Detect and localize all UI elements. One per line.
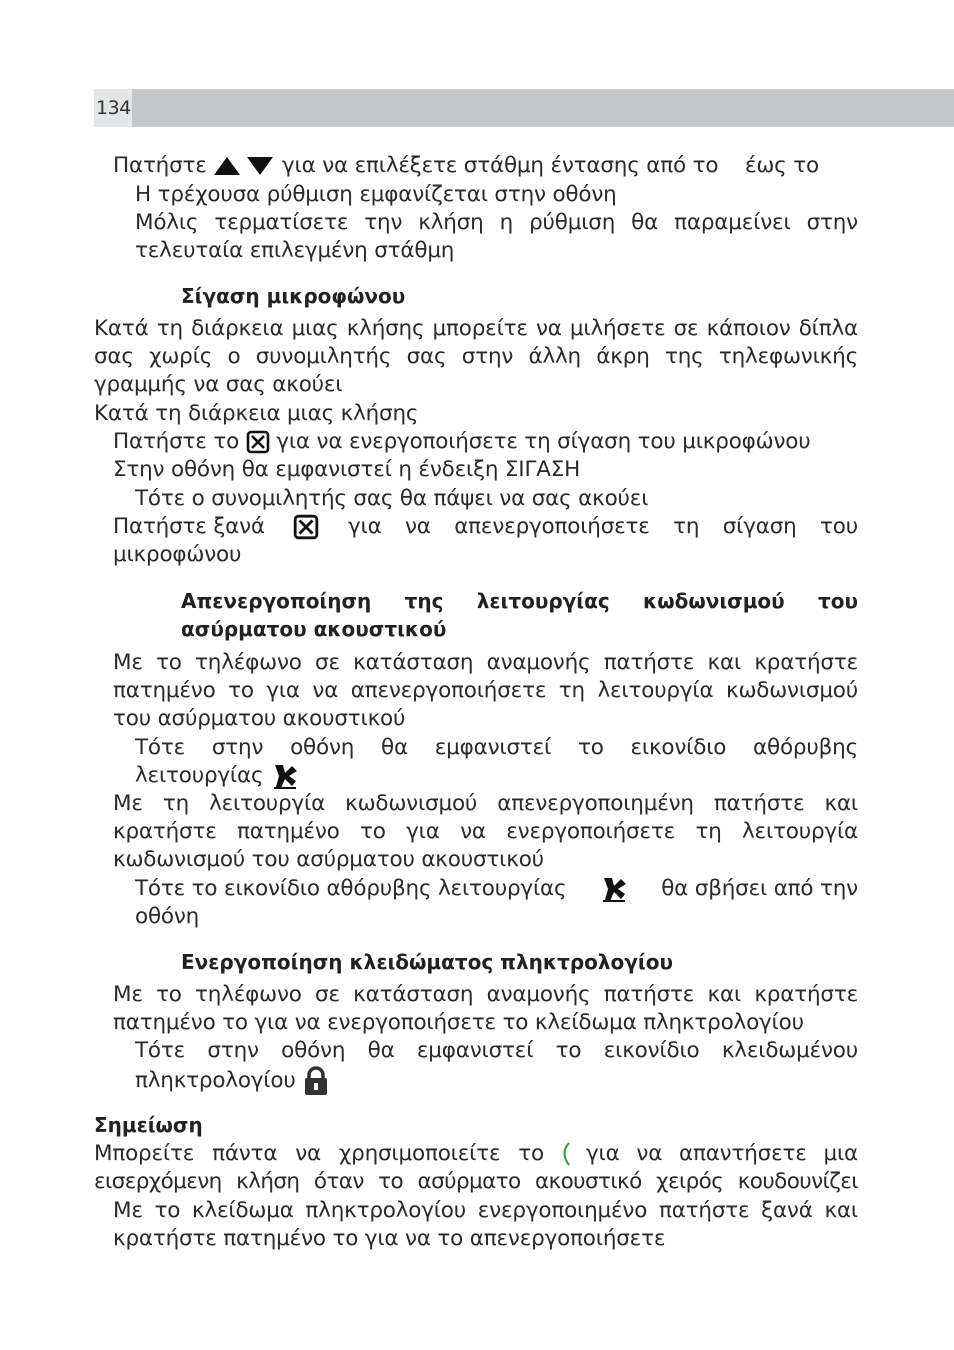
mute-step-1-b: για να ενεργοποιήσετε τη σίγαση του μικροφώνου	[276, 429, 811, 454]
mute-step-4-a: Πατήστε ξανά	[113, 514, 265, 539]
ringer-a-line-3: του ασύρματου ακουστικού	[113, 706, 406, 731]
volume-line-1	[113, 152, 819, 180]
page-number: 134	[96, 97, 131, 119]
silent-mode-icon	[599, 875, 629, 903]
volume-line-3: Μόλις τερματίσετε την κλήση η ρύθμιση θα παραμείνει στην	[135, 210, 858, 235]
ringer-b-line-4-b: θα σβήσει από την	[661, 876, 858, 901]
mute-step-1	[113, 428, 810, 456]
keylock-line-1: Με το τηλέφωνο σε κατάσταση αναμονής πατήστε και κρατήστε	[113, 982, 858, 1007]
note-line-1-b: για να απαντήσετε μια	[586, 1141, 858, 1166]
ringer-a-line-2: πατημένο το για να απενεργοποιήσετε τη λειτουργία κωδωνισμού	[113, 678, 858, 703]
keylock-line-2: πατημένο το για να ενεργοποιήσετε το κλείδωμα πληκτρολογίου	[113, 1010, 804, 1035]
mute-para-1: Κατά τη διάρκεια μιας κλήσης μπορείτε να μιλήσετε σε κάποιον δίπλα	[94, 316, 858, 341]
ringer-a-line-1: Με το τηλέφωνο σε κατάσταση αναμονής πατήστε και κρατήστε	[113, 650, 858, 675]
note-line-4: κρατήστε πατημένο το για να το απενεργοποιήσετε	[113, 1226, 666, 1251]
volume-text-c: έως το	[744, 153, 819, 178]
mute-key-icon	[246, 430, 270, 454]
ringer-a-line-5	[135, 762, 300, 790]
mute-para-4: Κατά τη διάρκεια μιας κλήσης	[94, 401, 419, 426]
ringer-b-line-1: Με τη λειτουργία κωδωνισμού απενεργοποιημένη πατήστε και	[113, 791, 858, 816]
mute-para-2: σας χωρίς ο συνομιλητής σας στην άλλη άκρη της τηλεφωνικής	[94, 344, 858, 369]
note-line-1	[94, 1140, 858, 1168]
keylock-heading: Ενεργοποίηση κλειδώματος πληκτρολογίου	[181, 950, 673, 974]
mute-para-3: γραμμής να σας ακούει	[94, 372, 343, 397]
ringer-heading-2: ασύρματου ακουστικού	[181, 617, 447, 641]
note-heading: Σημείωση	[94, 1113, 203, 1137]
keylock-line-3: Τότε στην οθόνη θα εμφανιστεί το εικονίδιο κλειδωμένου	[135, 1038, 858, 1063]
mute-heading: Σίγαση μικροφώνου	[181, 284, 406, 308]
triangle-up-icon	[213, 156, 241, 176]
note-line-3: Με το κλείδωμα πληκτρολογίου ενεργοποιημένο πατήστε ξανά και	[113, 1198, 858, 1223]
mute-step-1-a: Πατήστε το	[113, 429, 240, 454]
mute-step-5: μικροφώνου	[113, 542, 242, 567]
mute-step-2: Στην οθόνη θα εμφανιστεί η ένδειξη ΣΙΓΑΣΗ	[113, 457, 581, 482]
note-line-2: εισερχόμενη κλήση όταν το ασύρματο ακουστικό χειρός κουδουνίζει	[94, 1169, 858, 1194]
volume-line-4: τελευταία επιλεγμένη στάθμη	[135, 238, 455, 263]
note-line-1-a: Μπορείτε πάντα να χρησιμοποιείτε το	[94, 1141, 544, 1166]
padlock-icon	[302, 1066, 330, 1096]
ringer-b-line-4	[135, 875, 858, 903]
silent-mode-icon	[270, 762, 300, 790]
talk-key-icon	[557, 1141, 573, 1167]
ringer-b-line-2: κρατήστε πατημένο το για να ενεργοποιήσετε τη λειτουργία	[113, 819, 858, 844]
ringer-a-line-4: Τότε στην οθόνη θα εμφανιστεί το εικονίδιο αθόρυβης	[135, 735, 858, 760]
keylock-line-4-text: πληκτρολογίου	[135, 1068, 296, 1093]
volume-text-b: για να επιλέξετε στάθμη έντασης από το	[281, 153, 719, 178]
ringer-b-line-5: οθόνη	[135, 904, 200, 929]
ringer-b-line-3: κωδωνισμού του ασύρματου ακουστικού	[113, 847, 544, 872]
mute-step-4-b: για να απενεργοποιήσετε τη σίγαση του	[347, 514, 858, 539]
page-number-box	[94, 89, 132, 127]
triangle-down-icon	[241, 156, 275, 176]
mute-key-icon	[293, 514, 319, 540]
mute-step-4	[113, 513, 858, 541]
page-header-bar	[94, 89, 954, 127]
ringer-a-line-5-text: λειτουργίας	[135, 763, 264, 788]
mute-step-3: Τότε ο συνομιλητής σας θα πάψει να σας ακούει	[135, 486, 649, 511]
ringer-heading-1: Απενεργοποίηση της λειτουργίας κωδωνισμού του	[181, 589, 858, 613]
keylock-line-4	[135, 1066, 330, 1096]
volume-text-a: Πατήστε	[113, 153, 207, 178]
ringer-b-line-4-a: Τότε το εικονίδιο αθόρυβης λειτουργίας	[135, 876, 567, 901]
volume-line-2: Η τρέχουσα ρύθμιση εμφανίζεται στην οθόνη	[135, 182, 617, 207]
